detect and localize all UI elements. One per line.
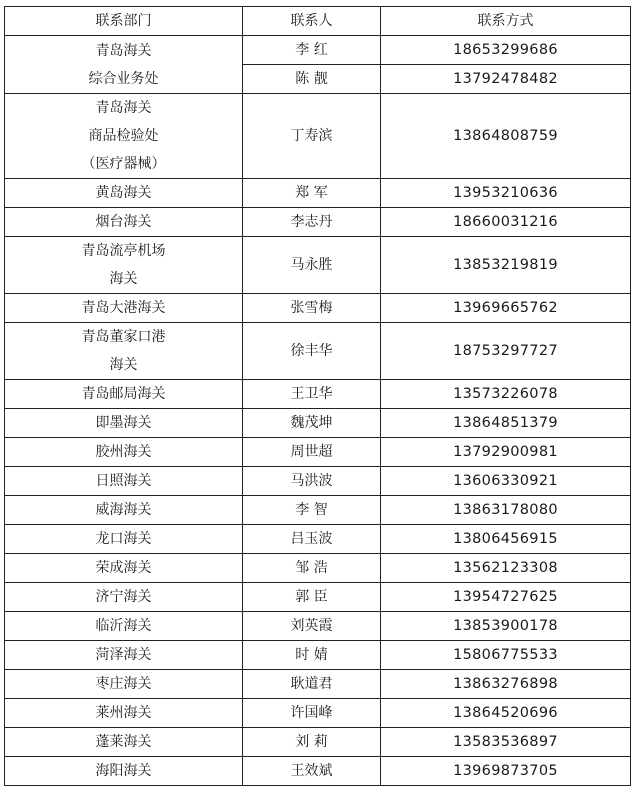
department-cell: 莱州海关 (5, 699, 243, 728)
department-line: 海关 (109, 357, 138, 373)
contact-name: 周世超 (243, 438, 381, 467)
department-cell: 蓬莱海关 (5, 728, 243, 757)
contact-name: 郑 军 (243, 179, 381, 208)
phone-number: 13863178080 (381, 496, 631, 525)
department-cell: 海阳海关 (5, 757, 243, 786)
table-row (5, 208, 631, 237)
table-row (5, 496, 631, 525)
department-cell: 菏泽海关 (5, 641, 243, 670)
department-cell: 龙口海关 (5, 525, 243, 554)
department-line: 综合业务处 (88, 70, 159, 87)
phone-number: 13953210636 (381, 179, 631, 208)
department-cell: 黄岛海关 (5, 179, 243, 208)
phone-number: 18753297727 (381, 323, 631, 380)
contact-name: 吕玉波 (243, 525, 381, 554)
header-contact-person: 联系人 (243, 7, 381, 36)
table-row (5, 179, 631, 208)
contact-name: 马永胜 (243, 237, 381, 294)
table-row (5, 554, 631, 583)
department-line: 青岛董家口港 (81, 329, 166, 345)
contact-name: 邹 浩 (243, 554, 381, 583)
contact-table (4, 6, 631, 786)
department-cell: 枣庄海关 (5, 670, 243, 699)
contact-name: 丁寿滨 (243, 94, 381, 179)
contact-table-wrapper (4, 6, 631, 786)
table-row (5, 641, 631, 670)
table-row (5, 409, 631, 438)
table-row (5, 467, 631, 496)
phone-number: 13864520696 (381, 699, 631, 728)
table-header-row (5, 7, 631, 36)
department-line: 青岛流亭机场 (81, 243, 166, 259)
department-cell: 胶州海关 (5, 438, 243, 467)
contact-name: 魏茂坤 (243, 409, 381, 438)
table-row (5, 294, 631, 323)
department-cell: 青岛邮局海关 (5, 380, 243, 409)
contact-name: 张雪梅 (243, 294, 381, 323)
department-line: （医疗器械） (81, 156, 166, 172)
phone-number: 13606330921 (381, 467, 631, 496)
header-department: 联系部门 (5, 7, 243, 36)
department-cell (5, 237, 243, 294)
phone-number: 13864808759 (381, 94, 631, 179)
table-row (5, 380, 631, 409)
contact-name: 李 智 (243, 496, 381, 525)
contact-name: 马洪波 (243, 467, 381, 496)
contact-name: 李志丹 (243, 208, 381, 237)
contact-name: 李 红 (243, 36, 381, 65)
table-row (5, 94, 631, 179)
contact-name: 耿道君 (243, 670, 381, 699)
table-row (5, 670, 631, 699)
phone-number: 13863276898 (381, 670, 631, 699)
department-cell: 临沂海关 (5, 612, 243, 641)
table-row (5, 525, 631, 554)
phone-number: 13792900981 (381, 438, 631, 467)
department-cell: 青岛大港海关 (5, 294, 243, 323)
table-row (5, 728, 631, 757)
phone-number: 13562123308 (381, 554, 631, 583)
contact-name: 时 婧 (243, 641, 381, 670)
table-row (5, 36, 631, 65)
phone-number: 13969873705 (381, 757, 631, 786)
department-cell: 烟台海关 (5, 208, 243, 237)
table-row (5, 323, 631, 380)
phone-number: 13573226078 (381, 380, 631, 409)
table-row (5, 583, 631, 612)
department-line: 青岛海关 (95, 42, 152, 59)
contact-name: 许国峰 (243, 699, 381, 728)
table-row (5, 757, 631, 786)
phone-number: 13969665762 (381, 294, 631, 323)
contact-name: 郭 臣 (243, 583, 381, 612)
phone-number: 13583536897 (381, 728, 631, 757)
table-row (5, 699, 631, 728)
department-line: 海关 (109, 271, 138, 287)
table-row (5, 237, 631, 294)
table-row (5, 438, 631, 467)
phone-number: 13806456915 (381, 525, 631, 554)
department-cell (5, 36, 243, 94)
phone-number: 13853219819 (381, 237, 631, 294)
phone-number: 13853900178 (381, 612, 631, 641)
phone-number: 13792478482 (381, 65, 631, 94)
contact-name: 刘英霞 (243, 612, 381, 641)
contact-name: 陈 靓 (243, 65, 381, 94)
phone-number: 18653299686 (381, 36, 631, 65)
department-cell: 济宁海关 (5, 583, 243, 612)
department-cell: 威海海关 (5, 496, 243, 525)
contact-name: 徐丰华 (243, 323, 381, 380)
header-contact-method: 联系方式 (381, 7, 631, 36)
contact-name: 王卫华 (243, 380, 381, 409)
department-cell (5, 94, 243, 179)
phone-number: 13864851379 (381, 409, 631, 438)
department-cell: 即墨海关 (5, 409, 243, 438)
department-line: 商品检验处 (88, 128, 159, 144)
department-cell (5, 323, 243, 380)
phone-number: 18660031216 (381, 208, 631, 237)
phone-number: 15806775533 (381, 641, 631, 670)
department-cell: 荣成海关 (5, 554, 243, 583)
department-line: 青岛海关 (95, 100, 152, 116)
contact-name: 王效斌 (243, 757, 381, 786)
phone-number: 13954727625 (381, 583, 631, 612)
table-row (5, 612, 631, 641)
contact-name: 刘 莉 (243, 728, 381, 757)
department-cell: 日照海关 (5, 467, 243, 496)
